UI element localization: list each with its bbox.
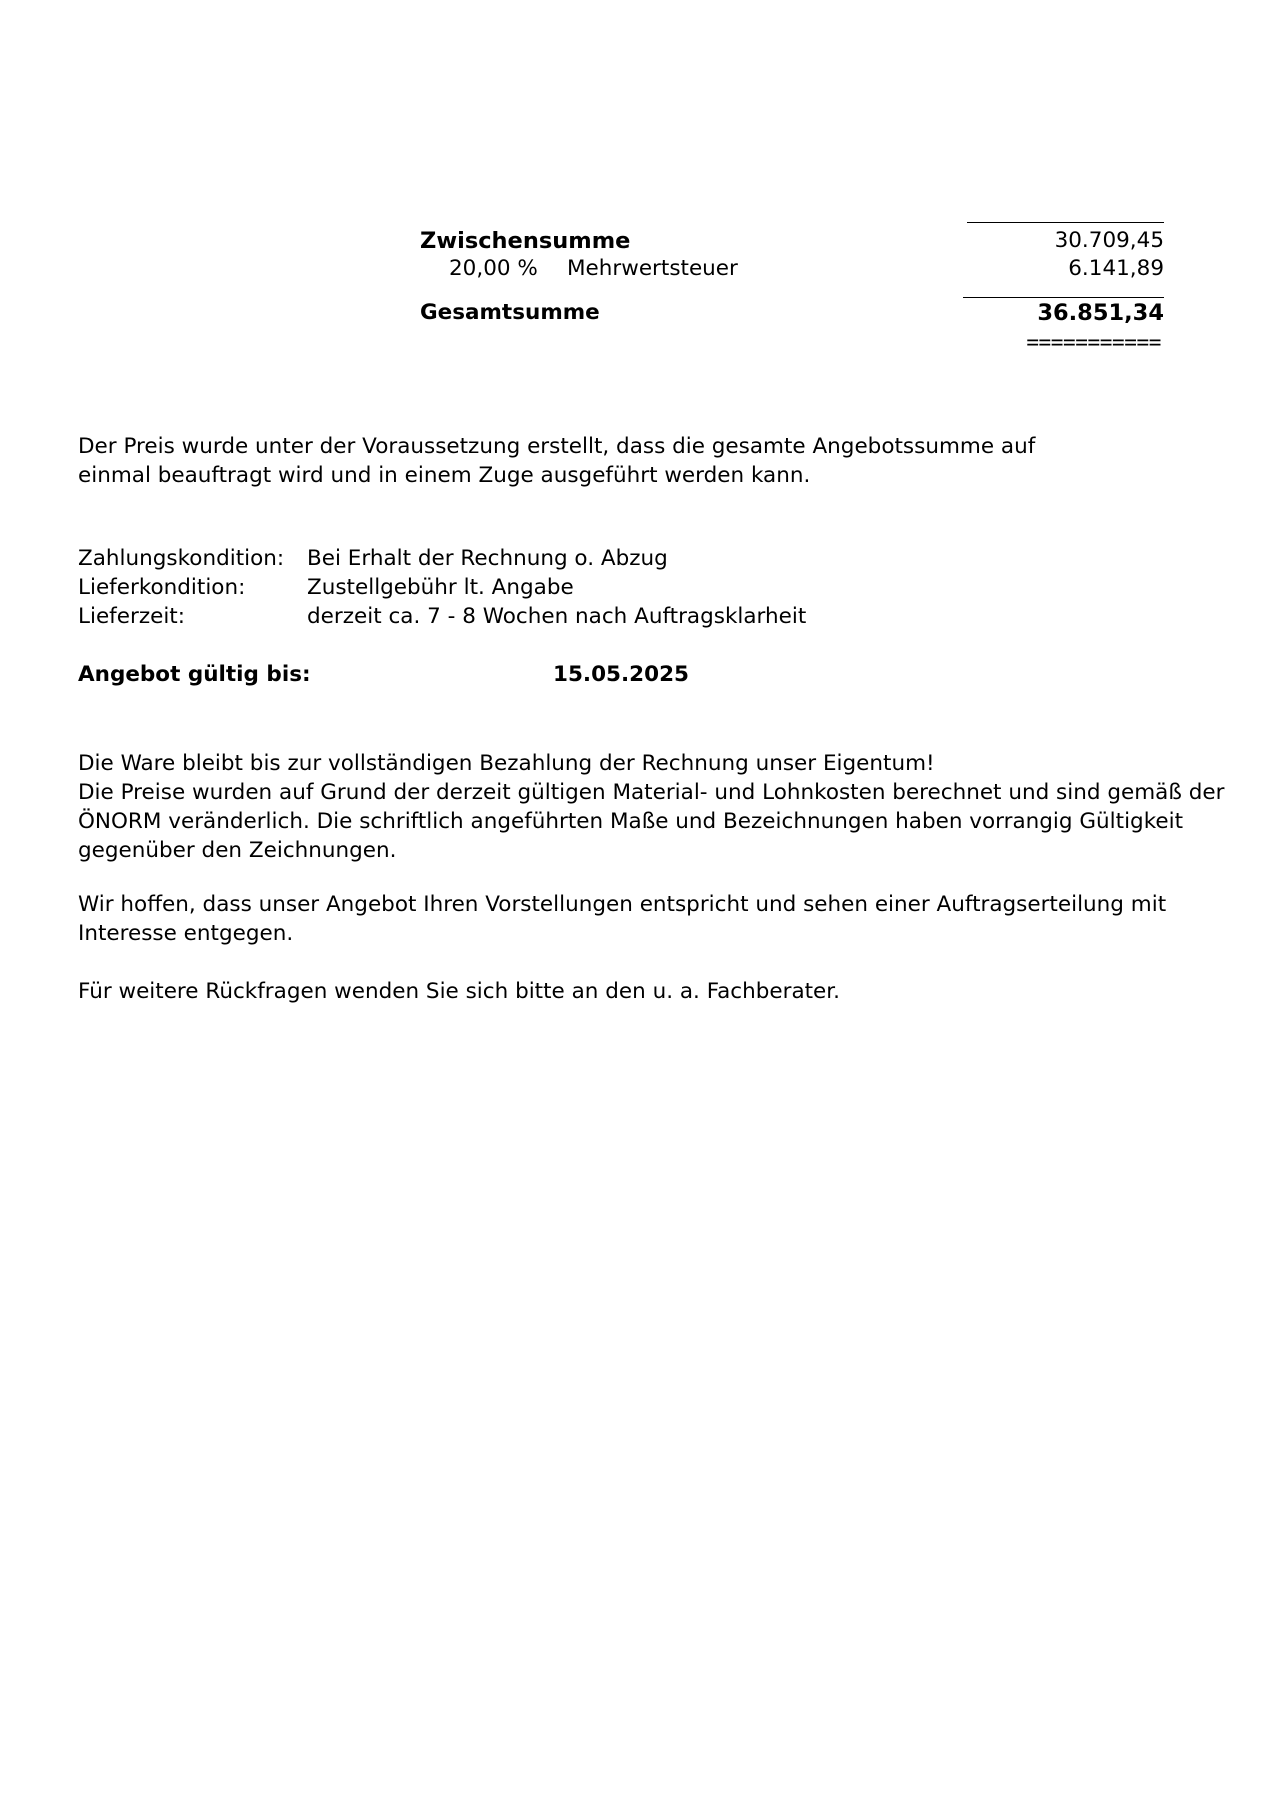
total-value: 36.851,34 bbox=[1037, 300, 1164, 326]
vat-label: Mehrwertsteuer bbox=[567, 256, 738, 281]
total-label: Gesamtsumme bbox=[420, 300, 600, 325]
validity-date: 15.05.2025 bbox=[553, 662, 690, 687]
terms-paragraph: Die Ware bleibt bis zur vollständigen Bezahlung der Rechnung unser Eigentum! Die Preise wurden auf Grund der derzeit gültigen Material- und Lohnkosten berechnet und sind gemäß der ÖNORM veränderlich. Die schriftlich angeführten Maße und Bezeichnungen haben vorrangig Gültigkeit gegenüber den Zeichnungen. bbox=[78, 751, 1225, 863]
total-top-rule bbox=[963, 297, 1164, 298]
price-note: Der Preis wurde unter der Voraussetzung erstellt, dass die gesamte Angebotssumme auf einmal beauftragt wird und in einem Zuge ausgeführt werden kann. bbox=[78, 434, 1036, 488]
condition-label-payment: Zahlungskondition: bbox=[78, 546, 285, 571]
subtotal-top-rule bbox=[967, 222, 1164, 223]
vat-value: 6.141,89 bbox=[1068, 256, 1164, 281]
condition-value-delivery: Zustellgebühr lt. Angabe bbox=[307, 575, 574, 600]
condition-label-delivery-time: Lieferzeit: bbox=[78, 604, 185, 629]
validity-label: Angebot gültig bis: bbox=[78, 662, 311, 687]
closing-paragraph: Wir hoffen, dass unser Angebot Ihren Vorstellungen entspricht und sehen einer Auftragserteilung mit Interesse entgegen. bbox=[78, 892, 1167, 946]
condition-value-payment: Bei Erhalt der Rechnung o. Abzug bbox=[307, 546, 668, 571]
vat-rate: 20,00 % bbox=[449, 256, 538, 281]
subtotal-value: 30.709,45 bbox=[1054, 228, 1164, 253]
condition-label-delivery: Lieferkondition: bbox=[78, 575, 246, 600]
condition-value-delivery-time: derzeit ca. 7 - 8 Wochen nach Auftragsklarheit bbox=[307, 604, 807, 629]
total-double-underline: =========== bbox=[1026, 330, 1161, 354]
subtotal-label: Zwischensumme bbox=[420, 228, 631, 254]
contact-note: Für weitere Rückfragen wenden Sie sich bitte an den u. a. Fachberater. bbox=[78, 979, 840, 1004]
